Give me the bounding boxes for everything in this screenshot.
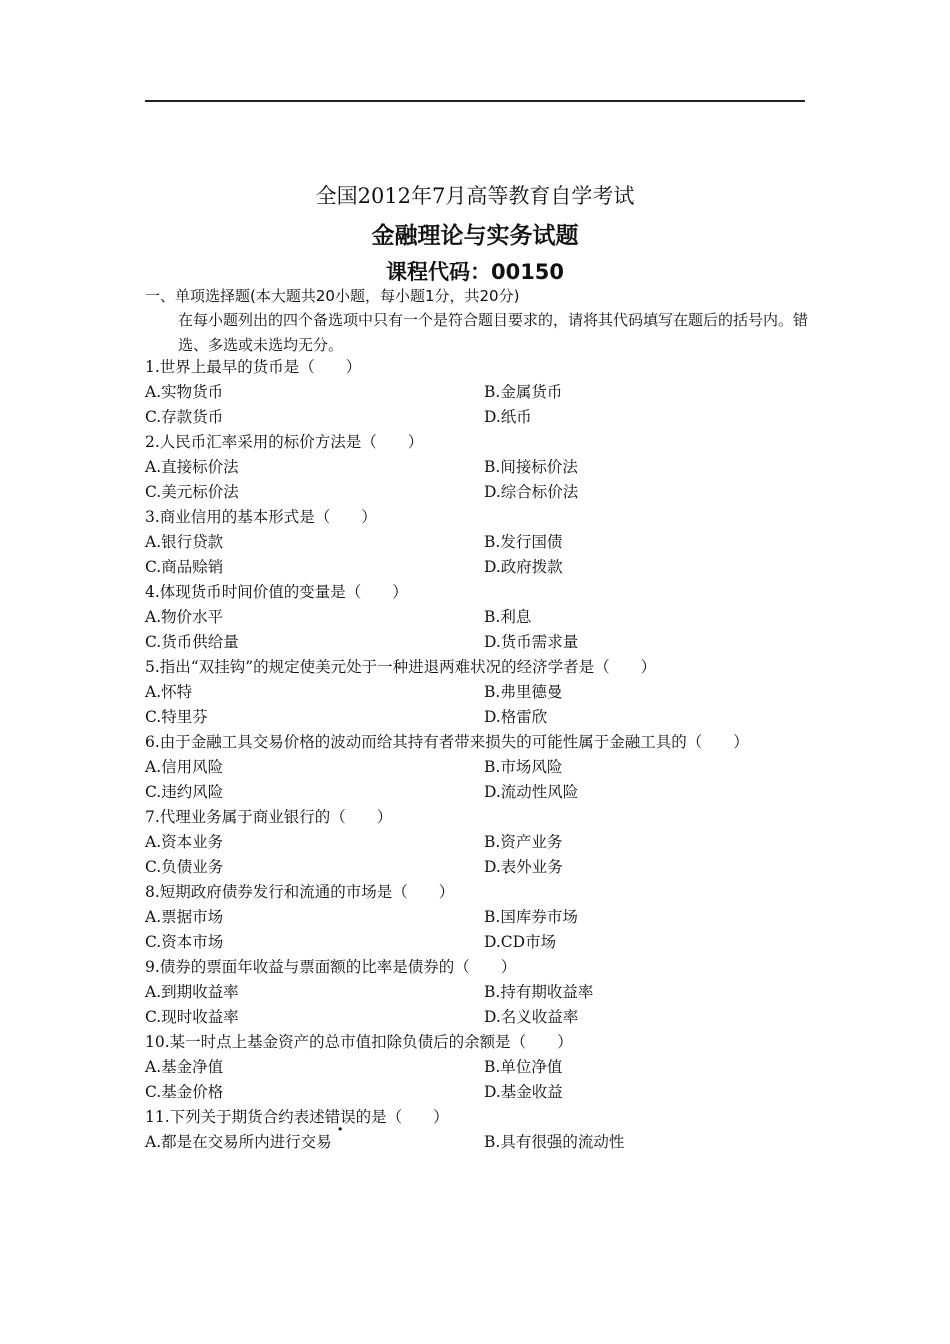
option-row (145, 680, 825, 705)
option-row (145, 1080, 825, 1105)
option-d: D.表外业务 (484, 858, 563, 876)
option-d: D.综合标价法 (484, 483, 579, 501)
option-row (145, 905, 825, 930)
section-heading: 一、单项选择题(本大题共20小题，每小题1分，共20分) (145, 287, 520, 305)
paper-title: 金融理论与实务试题 (371, 223, 579, 249)
option-row (145, 530, 825, 555)
option-b: B.弗里德曼 (484, 683, 563, 701)
option-d: D.政府拨款 (484, 558, 563, 576)
option-a: A.实物货币 (145, 383, 224, 401)
section-instructions: 在每小题列出的四个备选项中只有一个是符合题目要求的，请将其代码填写在题后的括号内。错选、多选或未选均无分。 (178, 311, 809, 354)
question-list (145, 355, 825, 1155)
option-c: C.资本市场 (145, 933, 224, 951)
option-d: D.货币需求量 (484, 633, 579, 651)
header-rule (145, 100, 805, 102)
option-b: B.持有期收益率 (484, 983, 594, 1001)
option-b: B.发行国债 (484, 533, 563, 551)
question-stem: 1.世界上最早的货币是（ ） (145, 358, 362, 376)
question-stem: 10.某一时点上基金资产的总市值扣除负债后的余额是（ ） (145, 1033, 573, 1051)
option-row (145, 1005, 825, 1030)
option-b: B.单位净值 (484, 1058, 563, 1076)
question-stem-prefix: 11.下列关于期货合约表述 (145, 1108, 325, 1126)
option-row (145, 830, 825, 855)
option-row (145, 605, 825, 630)
option-row (145, 405, 825, 430)
question-stem: 5.指出“双挂钩”的规定使美元处于一种进退两难状况的经济学者是（ ） (145, 658, 657, 676)
option-a: A.怀特 (145, 683, 193, 701)
option-d: D.纸币 (484, 408, 532, 426)
option-row (145, 1055, 825, 1080)
option-b: B.市场风险 (484, 758, 563, 776)
option-row (145, 1130, 825, 1155)
option-b: B.金属货币 (484, 383, 563, 401)
exam-title: 全国2012年7月高等教育自学考试 (315, 184, 635, 208)
option-b: B.间接标价法 (484, 458, 578, 476)
option-row (145, 980, 825, 1005)
question-container (145, 355, 825, 1105)
option-c: C.美元标价法 (145, 483, 239, 501)
option-d: D.流动性风险 (484, 783, 579, 801)
option-row (145, 555, 825, 580)
question-stem: 3.商业信用的基本形式是（ ） (145, 508, 377, 526)
option-a: A.基金净值 (145, 1058, 224, 1076)
option-row (145, 855, 825, 880)
option-c: C.基金价格 (145, 1083, 224, 1101)
option-a: A.直接标价法 (145, 458, 239, 476)
option-a: A.信用风险 (145, 758, 224, 776)
option-d: D.CD市场 (484, 933, 557, 951)
option-a: A.都是在交易所内进行交易 (145, 1133, 332, 1151)
question-stem (145, 1105, 825, 1130)
question-stem-suffix: 的是（ ） (355, 1108, 449, 1126)
option-row (145, 755, 825, 780)
question-stem: 6.由于金融工具交易价格的波动而给其持有者带来损失的可能性属于金融工具的（ ） (145, 733, 749, 751)
question-stem: 9.债券的票面年收益与票面额的比率是债券的（ ） (145, 958, 517, 976)
option-c: C.存款货币 (145, 408, 224, 426)
option-row (145, 455, 825, 480)
option-c: C.负债业务 (145, 858, 224, 876)
option-row (145, 480, 825, 505)
option-c: C.现时收益率 (145, 1008, 239, 1026)
option-c: C.违约风险 (145, 783, 224, 801)
option-c: C.货币供给量 (145, 633, 239, 651)
question-stem: 8.短期政府债券发行和流通的市场是（ ） (145, 883, 455, 901)
option-b: B.国库券市场 (484, 908, 578, 926)
option-d: D.基金收益 (484, 1083, 563, 1101)
question-stem-emphasis: 错误 (324, 1108, 356, 1126)
option-b: B.利息 (484, 608, 532, 626)
option-c: C.特里芬 (145, 708, 208, 726)
option-a: A.银行贷款 (145, 533, 224, 551)
question-stem: 4.体现货币时间价值的变量是（ ） (145, 583, 408, 601)
course-code: 课程代码：00150 (385, 260, 565, 284)
option-d: D.格雷欣 (484, 708, 548, 726)
option-row (145, 780, 825, 805)
option-c: C.商品赊销 (145, 558, 224, 576)
option-row (145, 380, 825, 405)
option-a: A.资本业务 (145, 833, 224, 851)
option-a: A.到期收益率 (145, 983, 239, 1001)
option-b: B.资产业务 (484, 833, 563, 851)
question-stem: 2.人民币汇率采用的标价方法是（ ） (145, 433, 424, 451)
option-row (145, 630, 825, 655)
option-d: D.名义收益率 (484, 1008, 579, 1026)
option-b: B.具有很强的流动性 (484, 1133, 625, 1151)
question-stem: 7.代理业务属于商业银行的（ ） (145, 808, 393, 826)
option-row (145, 930, 825, 955)
option-row (145, 705, 825, 730)
option-a: A.票据市场 (145, 908, 224, 926)
option-a: A.物价水平 (145, 608, 224, 626)
